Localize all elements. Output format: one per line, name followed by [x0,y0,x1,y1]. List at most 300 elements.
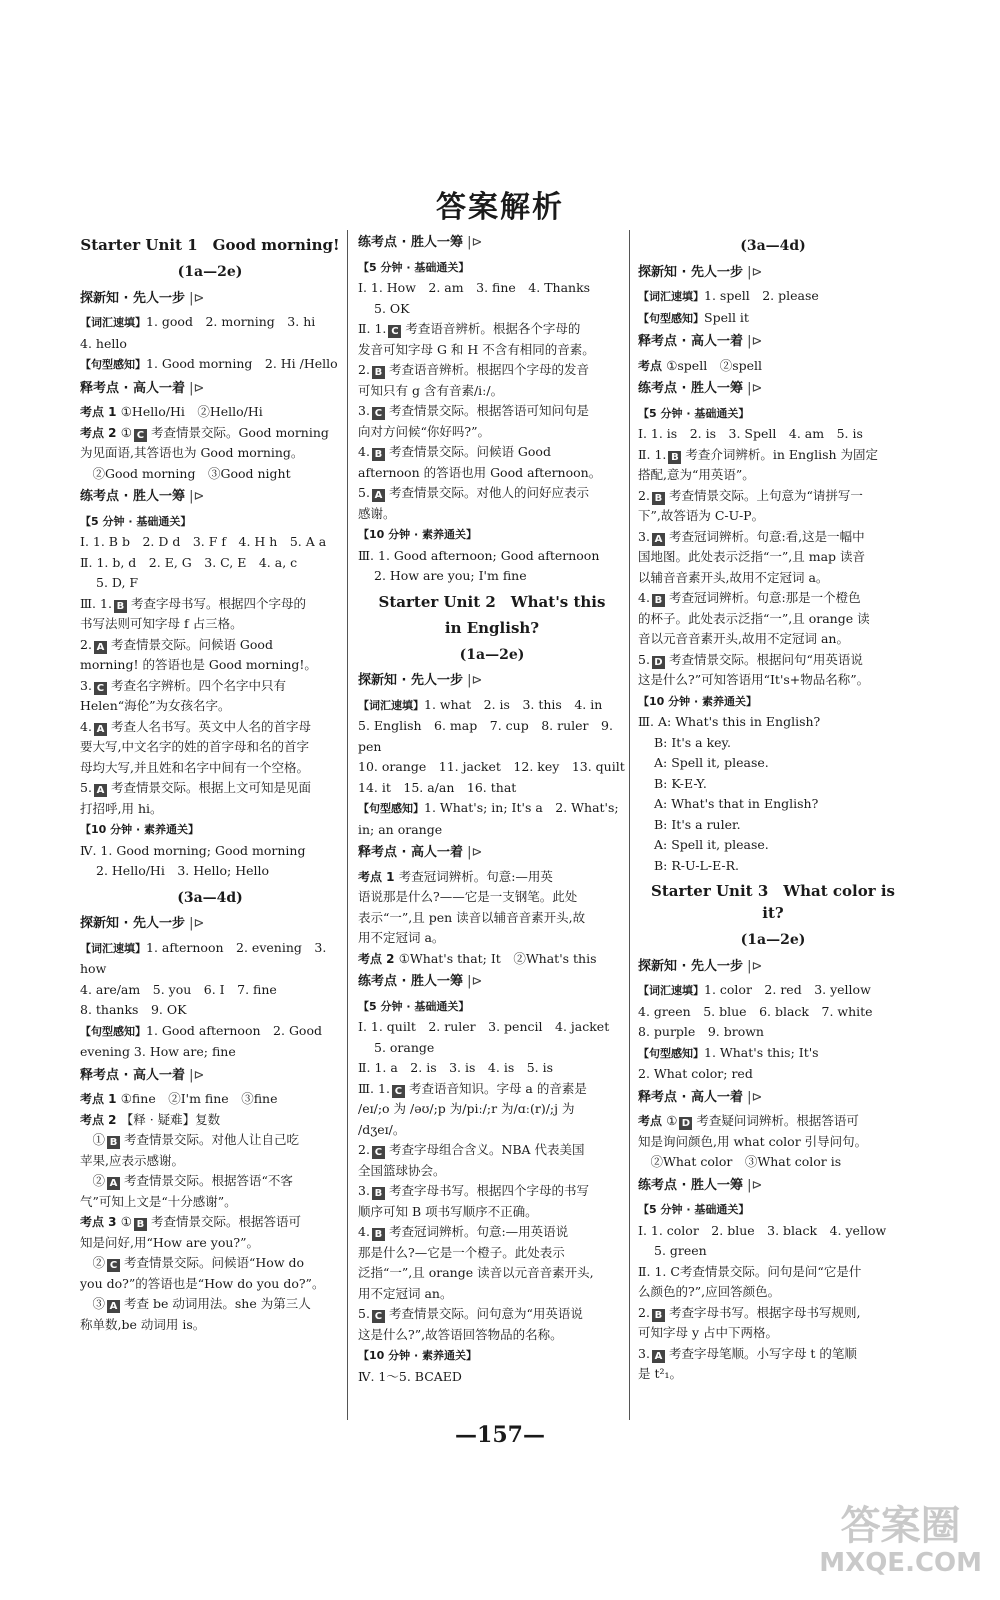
section-arrow-icon: |⊳ [743,381,763,396]
block-label: 【句型感知】 [80,1024,146,1038]
section-arrow-icon: |⊳ [463,974,483,989]
line-text: Ⅱ. 1. [358,321,387,336]
section-heading [80,487,340,508]
block-label: 【10 分钟 · 素养通关】 [80,823,199,836]
answer-line [358,1161,626,1182]
answer-line [358,1058,626,1079]
answer-line [358,867,626,888]
line-text: 泛指“一”,且 orange 读音以元音音素开头, [358,1265,594,1280]
line-text: Ⅱ. 1. [638,446,667,462]
block-label: 【句型感知】 [638,311,704,325]
line-text: 8. thanks 9. OK [80,1002,187,1017]
section-heading [638,1088,908,1109]
answer-box: A [94,641,107,654]
answer-line [638,308,908,330]
explanation-text: 考查字母书写。根据字母书写规则, [668,1304,861,1320]
answer-line [80,1042,340,1063]
answer-line [638,568,908,589]
answer-line [638,774,908,795]
answer-line [638,980,908,1002]
answer-line [358,1202,626,1223]
line-text: 探新知 · 先人一步 [358,673,463,688]
line-text: Starter Unit 2 What's this [378,592,606,611]
answer-line [80,717,340,738]
block-label: 【5 分钟 · 基础通关】 [638,406,750,420]
answer-line [358,1325,626,1346]
kaodian-label: 考点 [638,1114,667,1128]
line-text: evening 3. How are; fine [80,1044,236,1059]
answer-line [358,546,626,567]
answer-line [358,1304,626,1325]
explanation-text: 考查情景交际。问候语“How do [124,1255,305,1270]
line-text: Ⅱ. 1. a 2. is 3. is 4. is 5. is [358,1060,554,1075]
line-text: 那是什么?—它是一个橙子。此处表示 [358,1244,565,1260]
answer-line [80,655,340,676]
line-text: 探新知 · 先人一步 [80,290,185,306]
answer-line [80,1110,340,1131]
answer-line [358,1120,626,1141]
column-3 [638,230,908,1385]
unit-heading [638,880,908,924]
kaodian-label: 考点 1 [80,1092,121,1106]
explanation-text: 考查情景交际。根据问句“用英语说 [668,651,863,667]
answer-line [638,1323,908,1344]
line-text: (3a—4d) [740,238,806,254]
watermark-text: 答案圈 [840,1503,961,1549]
block-label: 【词汇速填】 [80,316,146,329]
section-arrow-icon: |⊳ [185,916,205,931]
answer-line [358,695,626,717]
answer-line [80,443,340,464]
line-text: 1. What's this; It's [704,1044,819,1060]
explanation-text: 考查情景交际。问句意为“用英语说 [388,1306,583,1321]
section-arrow-icon: |⊳ [463,673,483,688]
block-label: 【句型感知】 [358,802,424,815]
answer-line [358,1263,626,1284]
explanation-text: 考查情景交际。根据上文可知是见面 [110,780,311,795]
line-text: (3a—4d) [177,889,243,906]
answer-box: D [679,1117,692,1130]
line-text: Helen“海伦”为女孩名字。 [80,698,231,713]
line-text: 这是什么?”,故答语回答物品的名称。 [358,1326,563,1342]
answer-line [80,1253,340,1274]
section-arrow-icon: |⊳ [185,1067,205,1083]
answer-line [638,1282,908,1303]
line-text: Ⅰ. 1. quilt 2. ruler 3. pencil 4. jacket [358,1019,610,1034]
section-heading [80,914,340,935]
line-text: afternoon 的答语也用 Good afternoon。 [358,464,602,480]
answer-line [638,1002,908,1023]
explanation-text: 考查冠词辨析。句意:那是一个橙色 [668,590,861,605]
explanation-text: 考查情景交际。根据答语可 [150,1214,301,1229]
answer-line [638,1064,908,1085]
answer-line [358,257,626,279]
answer-line [638,794,908,815]
line-text: 这是什么?”可知答语用“It's+物品名称”。 [638,672,870,687]
watermark-logo [819,1504,982,1578]
section-heading [638,1176,908,1197]
answer-box: B [107,1136,120,1149]
line-text: B: It's a key. [654,734,731,750]
line-text: 4. [638,590,650,605]
answer-line [80,1130,340,1151]
answer-line [80,635,340,656]
line-text: 8. purple 9. brown [638,1024,764,1039]
unit-heading [358,591,626,613]
answer-line [638,424,908,445]
line-text: 表示“一”,且 pen 读音以辅音音素开头,故 [358,909,586,925]
answer-line [638,1303,908,1324]
answer-line [80,334,340,355]
answer-line [358,1140,626,1161]
answer-line [358,1367,626,1388]
line-text: 1. good 2. morning 3. hi [146,314,316,329]
answer-line [358,340,626,361]
line-text: Ⅲ. 1. [358,1080,390,1096]
section-heading [358,972,626,993]
line-text: 3. [80,677,92,693]
line-text: 4. [80,718,92,734]
line-text: 2. [638,487,650,503]
answer-box: A [107,1177,120,1190]
page-title: 答案解析 [436,190,564,225]
answer-box: A [107,1300,120,1313]
line-text: 以辅音音素开头,故用不定冠词 a。 [638,569,829,585]
answer-box: A [652,1350,665,1363]
answer-line [80,1233,340,1254]
line-text: 音以元音音素开头,故用不定冠词 an。 [638,631,849,646]
answer-line [358,483,626,504]
line-text: ①fine ②I'm fine ③fine [120,1091,278,1106]
unit-heading [80,234,340,256]
answer-line [80,553,340,574]
answer-line [638,650,908,671]
line-text: 4. are/am 5. you 6. I 7. fine [80,981,277,997]
page-number: —157— [455,1422,545,1448]
block-label: 【词汇速填】 [80,941,146,955]
line-text: /eɪ/;o 为 /əʊ/;p 为/piː/;r 为/ɑː(r)/;j 为 [358,1101,575,1116]
explanation-text: 考查介词辨析。in English 为固定 [685,446,879,462]
line-text: 探新知 · 先人一步 [80,916,185,931]
line-text: ①Hello/Hi ②Hello/Hi [120,404,263,419]
line-text: 2. What color; red [638,1066,753,1081]
answer-line [358,887,626,908]
answer-line [80,614,340,635]
answer-line [638,1022,908,1043]
answer-box: B [372,1187,385,1200]
answer-box: C [372,407,385,420]
answer-line [80,511,340,533]
answer-line [638,1262,908,1283]
answer-line [638,588,908,609]
answer-line [358,1038,626,1059]
answer-line [638,286,908,308]
line-text: 释考点 · 高人一着 [80,1067,185,1083]
answer-box: B [372,1228,385,1241]
answer-line [80,1021,340,1043]
answer-line [638,403,908,425]
explanation-text: 考查疑问词辨析。根据答语可 [696,1113,859,1128]
answer-box: C [388,325,401,338]
line-text: 5. [358,485,370,500]
answer-line [638,486,908,507]
answer-box: B [114,600,127,613]
explanation-text: 考查冠词辨析。句意:—用英语说 [388,1224,569,1239]
answer-box: B [134,1218,147,1231]
answer-line [638,815,908,836]
line-text: 国地图。此处表示泛指“一”,且 map 读音 [638,549,866,564]
line-text: 搭配,意为“用英语”。 [638,467,755,482]
line-text: 2. [638,1304,650,1320]
line-text: 苹果,应表示感谢。 [80,1152,184,1168]
explanation-text: 考查名字辨析。四个名字中只有 [110,677,286,693]
line-text: 5. English 6. map 7. cup 8. ruler 9. pen [358,718,613,754]
line-text: Ⅱ. 1. C [638,1263,680,1279]
line-text: 3. [638,1345,650,1361]
answer-line [358,716,626,757]
line-text: Ⅲ. 1. Good afternoon; Good afternoon [358,547,600,563]
answer-line [638,527,908,548]
answer-line [638,856,908,877]
line-text: (1a—2e) [177,264,243,280]
answer-line [358,401,626,422]
explanation-text: 考查字母书写。根据四个字母的 [130,595,306,611]
answer-line [80,312,340,334]
line-text: 3. [638,528,650,544]
line-text: Starter Unit 3 What color is it? [651,882,895,922]
line-text: 1. what 2. is 3. this 4. in [424,696,603,712]
kaodian-label: 考点 3 [80,1215,121,1229]
answer-box: A [94,723,107,736]
answer-line [638,835,908,856]
line-text: 练考点 · 胜人一筹 [638,381,743,396]
section-heading [638,263,908,284]
answer-box: C [392,1085,405,1098]
line-text: ② [80,1173,106,1188]
watermark-url: MXQE.COM [819,1548,982,1578]
line-text: 1. What's; in; It's a 2. What's; [424,800,619,815]
line-text: A: Spell it, please. [654,837,769,852]
line-text: Ⅰ. 1. color 2. blue 3. black 4. yellow [638,1222,887,1238]
answer-line [638,506,908,527]
line-text: 可知字母 y 占中下两格。 [638,1325,779,1340]
line-text: 练考点 · 胜人一筹 [358,235,463,250]
line-text: ① [80,1132,106,1147]
line-text: 10. orange 11. jacket 12. key 13. quilt [358,759,625,774]
line-text: 5. [638,651,650,667]
answer-line [638,753,908,774]
line-text: ① [666,1113,678,1128]
line-text: Ⅰ. 1. How 2. am 3. fine 4. Thanks [358,280,591,295]
line-text: ②Good morning ③Good night [80,465,291,481]
line-text: 释考点 · 高人一着 [638,1089,743,1105]
answer-line [358,1181,626,1202]
line-text: 知是问好,用“How are you?”。 [80,1234,259,1250]
section-arrow-icon: |⊳ [185,380,205,396]
line-text: 语说那是什么?——它是一支钢笔。此处 [358,889,578,904]
block-label: 【10 分钟 · 素养通关】 [358,1349,477,1362]
line-text: 下”,故答语为 C-U-P。 [638,508,765,523]
line-text: Spell it [704,309,749,325]
explanation-text: 考查情景交际。问句是问“它是什 [679,1263,862,1279]
line-text: Ⅳ. 1～5. BCAED [358,1368,462,1384]
answer-line [638,356,908,377]
line-text: 4. [358,1224,370,1239]
explanation-text: 考查语音辨析。根据各个字母的 [405,321,581,336]
line-text: in English? [444,618,540,637]
line-text: 4. [358,444,370,459]
answer-line [358,1017,626,1038]
answer-line [638,1199,908,1221]
column-2 [358,230,626,1387]
line-text: Ⅰ. 1. B b 2. D d 3. F f 4. H h 5. A a [80,534,327,549]
line-text: 探新知 · 先人一步 [638,264,743,280]
answer-line [358,360,626,381]
answer-line [638,712,908,733]
line-text: 5. orange [374,1039,435,1055]
line-text: 2. [80,636,92,652]
line-text: ① [120,1214,132,1229]
answer-line [80,1192,340,1213]
section-heading [80,1066,340,1087]
section-arrow-icon: |⊳ [743,1177,763,1193]
explanation-text: 考查情景交际。根据答语“不客 [124,1173,293,1188]
section-arrow-icon: |⊳ [185,290,205,306]
answer-line [358,1284,626,1305]
answer-line [80,758,340,779]
line-text: 练考点 · 胜人一筹 [358,974,463,989]
line-text: 14. it 15. a/an 16. that [358,779,517,795]
line-text: 4. hello [80,335,127,351]
answer-line [638,609,908,630]
answer-line [80,1315,340,1336]
part-heading [638,236,908,257]
explanation-text: 考查情景交际。问候语 Good [388,444,551,459]
answer-line [80,354,340,376]
explanation-text: 考查 be 动词用法。she 为第三人 [124,1296,311,1311]
answer-line [638,445,908,466]
line-text: ①spell ②spell [666,357,763,373]
answer-box: B [652,1309,665,1322]
answer-line [80,737,340,758]
answer-box: B [652,492,665,505]
line-text: 么颜色的?”,应回答颜色。 [638,1284,781,1299]
block-label: 【词汇速填】 [638,290,704,303]
answer-line [638,1364,908,1385]
answer-line [638,733,908,754]
section-heading [358,233,626,254]
answer-line [638,465,908,486]
line-text: 称单数,be 动词用 is。 [80,1316,206,1332]
line-text: 发音可知字母 G 和 H 不含有相同的音素。 [358,341,595,357]
line-text: B: R-U-L-E-R. [654,857,740,873]
line-text: 释考点 · 高人一着 [80,380,185,396]
explanation-text: 考查语音知识。字母 a 的音素是 [408,1080,587,1096]
answer-line [358,798,626,820]
answer-line [358,1243,626,1264]
answer-line [80,1089,340,1110]
answer-box: C [107,1259,120,1272]
answer-line [80,532,340,553]
answer-line [638,547,908,568]
line-text: A: What's that in English? [654,796,819,811]
line-text: 释考点 · 高人一着 [358,845,463,860]
answer-line [80,799,340,820]
line-text: 知是询问颜色,用 what color 引导问句。 [638,1133,868,1149]
block-label: 【词汇速填】 [638,984,704,997]
answer-line [638,691,908,713]
line-text: 1. afternoon 2. evening 3. how [80,939,327,976]
line-text: you do?”的答语也是“How do you do?”。 [80,1275,325,1291]
column-divider [347,230,348,1420]
column-1 [80,230,340,1335]
answer-line [80,423,340,444]
answer-box: B [372,366,385,379]
answer-line [80,980,340,1001]
part-heading [358,645,626,666]
line-text: ② [80,1255,106,1270]
line-text: 3. [358,403,370,418]
answer-line [358,778,626,799]
answer-line [358,299,626,320]
line-text: 1. Good afternoon 2. Good [146,1022,322,1038]
part-heading [80,262,340,283]
explanation-text: 考查情景交际。对他人的问好应表示 [388,485,589,500]
line-text: 母均大写,并且姓和名字中间有一个空格。 [80,759,309,775]
answer-line [638,1043,908,1065]
answer-line [80,696,340,717]
line-text: 1. spell 2. please [704,288,819,303]
explanation-text: 考查情景交际。根据答语可知问句是 [388,403,589,418]
answer-line [80,676,340,697]
section-arrow-icon: |⊳ [743,264,763,280]
line-text: 释考点 · 高人一着 [638,334,743,349]
explanation-text: 考查冠词辨析。句意:看,这是一幅中 [668,528,865,544]
kaodian-label: 考点 2 [358,951,399,966]
answer-line [358,463,626,484]
line-text: 5. [80,780,92,795]
answer-box: D [652,656,665,669]
answer-line [358,422,626,443]
explanation-text: 考查字母笔顺。小写字母 t 的笔顺 [668,1345,857,1361]
line-text: 用不定冠词 a。 [358,930,445,945]
line-text: 2. How are you; I'm fine [374,568,527,583]
answer-line [638,629,908,650]
section-arrow-icon: |⊳ [463,845,483,860]
answer-line [638,1132,908,1153]
answer-box: A [652,533,665,546]
answer-line [638,670,908,691]
part-heading [638,930,908,951]
answer-line [80,594,340,615]
explanation-text: 考查人名书写。英文中人名的首字母 [110,718,311,734]
line-text: 顺序可知 B 项书写顺序不正确。 [358,1203,538,1219]
answer-line [638,1111,908,1132]
line-text: B: It's a ruler. [654,816,741,832]
answer-box: A [94,784,107,797]
line-text: ①What's that; It ②What's this [398,950,597,966]
kaodian-label: 考点 2 [80,1112,121,1127]
line-text: /dʒeɪ/。 [358,1121,406,1137]
answer-line [358,504,626,525]
section-heading [80,379,340,400]
line-text: 要大写,中文名字的姓的首字母和名的首字 [80,739,309,754]
answer-line [358,319,626,340]
line-text: 1. color 2. red 3. yellow [704,982,871,997]
part-heading [80,888,340,909]
explanation-text: 考查情景交际。对他人让自己吃 [124,1132,300,1147]
section-heading [638,332,908,353]
